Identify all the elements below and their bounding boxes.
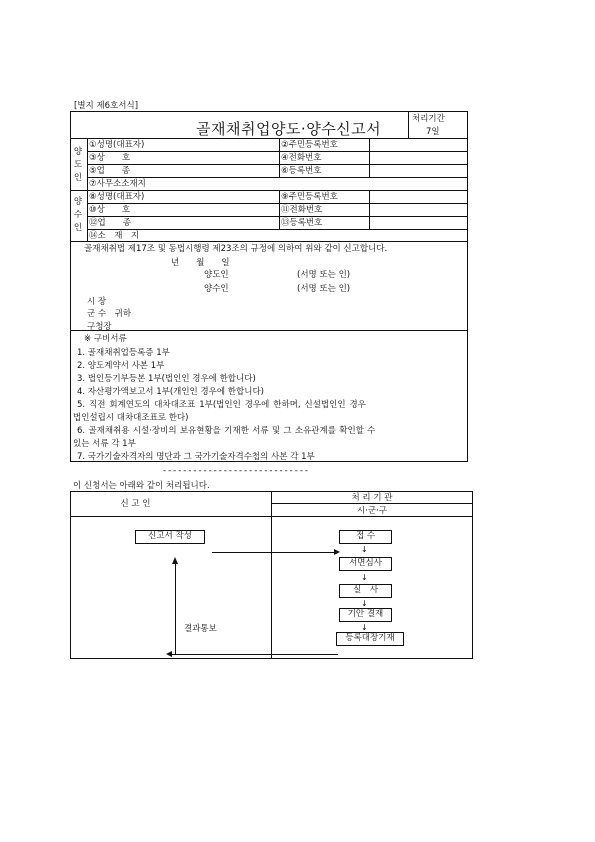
addressee-county: 군 수 귀하 (87, 309, 132, 319)
document-item: 6. 골재채취용 시설·장비의 보유현황을 기재한 서류 및 그 소유관계를 확인할 수 (77, 426, 376, 436)
addressee-district: 구청장 (87, 322, 112, 332)
step-register: 등록대장기재 (336, 632, 404, 646)
document-item: 5. 직전 회계연도의 대차대조표 1부(법인인 경우에 한하며, 신설법인인 경우 (77, 400, 366, 410)
document-item: 4. 자산평가액보고서 1부(개인인 경우에 한합니다) (77, 387, 264, 397)
document-item: 7. 국가기술자격자의 명단과 그 국가기술자격수첩의 사본 각 1부 (77, 452, 315, 462)
transferee-phone-label: ⑪전화번호 (281, 205, 323, 215)
down-arrow-icon: ↓ (361, 573, 368, 582)
transferor-reg-no-label: ⑥등록번호 (281, 166, 322, 176)
step-document-review: 서면심사 (339, 557, 392, 571)
addressee-mayor: 시 장 (87, 297, 107, 307)
transferor-resident-no-label: ②주민등록번호 (281, 140, 338, 150)
up-arrowhead (172, 557, 178, 564)
step-receipt: 접 수 (339, 530, 392, 544)
transferee-business-label: ⑫업 종 (89, 218, 131, 228)
transferee-location-label: ⑭소 재 지 (89, 231, 140, 241)
transferor-business-label: ⑤업 종 (89, 166, 131, 176)
transferor-name-label: ①성명(대표자) (89, 140, 145, 150)
document-item: 2. 양도계약서 사본 1부 (77, 361, 165, 371)
document-item: 법인설립시 대차대조표로 한다) (73, 413, 189, 423)
documents-heading: ※ 구비서류 (84, 334, 127, 344)
transferee-reg-no-label: ⑬등록번호 (281, 218, 323, 228)
transferor-trade-name-label: ③상 호 (89, 153, 131, 163)
step-inspection: 실 사 (339, 584, 392, 598)
down-arrow-icon: ↓ (361, 599, 368, 608)
declaration-transferee: 양수인 (204, 284, 229, 294)
declaration-text: 골재채취법 제17조 및 동법시행령 제23조의 규정에 의하여 위와 같이 신고합니다. (84, 244, 388, 254)
document-item: 1. 골재채취업등록증 1부 (77, 348, 170, 358)
document-item: 3. 법인등기부등본 1부(법인인 경우에 한합니다) (77, 374, 256, 384)
submit-arrowhead (334, 549, 340, 555)
result-notice-label: 결과통보 (184, 624, 217, 634)
form-title: 골재채취업양도·양수신고서 (196, 120, 382, 138)
agency-header: 처 리 기 관 (351, 493, 393, 503)
form-label: [별지 제6호서식] (74, 101, 139, 111)
processing-period-label: 처리기간 (412, 114, 445, 124)
result-vertical-line (175, 563, 176, 654)
applicant-header: 신 고 인 (120, 499, 151, 509)
document-item: 있는 서류 각 1부 (73, 439, 136, 449)
declaration-transferee-sign: (서명 또는 인) (297, 284, 351, 294)
process-note: 이 신청서는 아래와 같이 처리됩니다. (73, 481, 210, 491)
down-arrow-icon: ↓ (361, 545, 368, 554)
agency-subheader: 시·군·구 (356, 506, 388, 516)
result-arrowhead (166, 651, 172, 657)
cut-line: ----------------------------- (163, 466, 310, 476)
declaration-date: 년 월 일 (171, 258, 230, 268)
down-arrow-icon: ↓ (361, 623, 368, 632)
result-arrow (172, 654, 338, 655)
write-report-box: 신고서 작성 (135, 530, 205, 544)
transferee-resident-no-label: ⑨주민등록번호 (281, 192, 338, 202)
transferee-trade-name-label: ⑩상 호 (89, 205, 131, 215)
transferor-office-label: ⑦사무소소재지 (89, 179, 146, 189)
transferor-phone-label: ④전화번호 (281, 153, 322, 163)
declaration-transferor-sign: (서명 또는 인) (297, 270, 351, 280)
declaration-transferor: 양도인 (204, 270, 229, 280)
step-approval: 기안 결재 (339, 608, 392, 622)
transferee-name-label: ⑧성명(대표자) (89, 192, 145, 202)
submit-arrow (212, 552, 335, 553)
processing-period-value: 7일 (426, 127, 440, 137)
